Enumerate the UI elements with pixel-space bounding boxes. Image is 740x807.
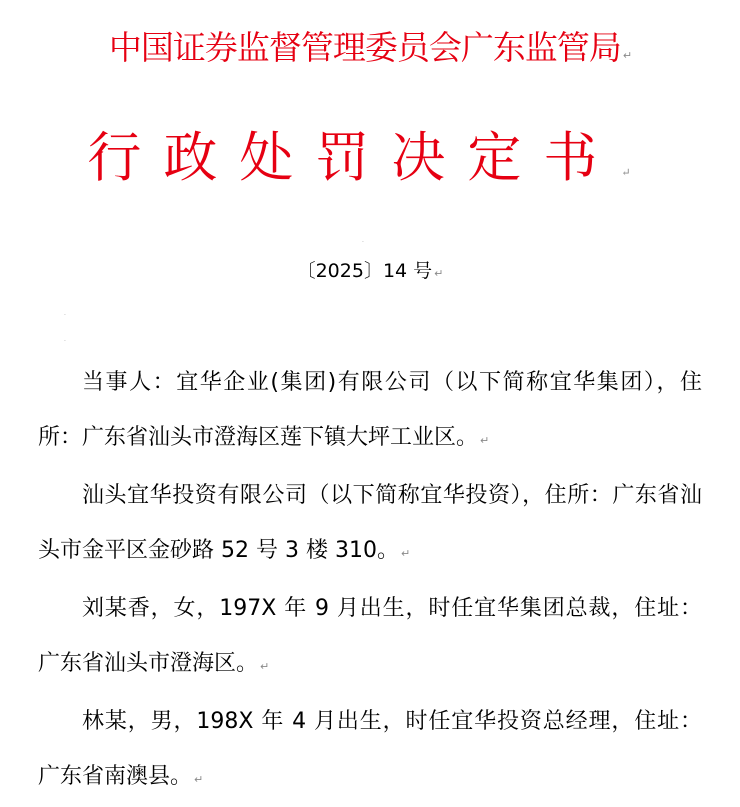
paragraph-mark-icon: · (362, 239, 364, 246)
paragraph-mark-icon: ↵ (480, 434, 490, 447)
paragraph-mark-icon: ↵ (622, 49, 632, 62)
document-number (0, 258, 740, 287)
paragraph-mark-icon: · (64, 338, 66, 345)
paragraph-mark-icon: ↵ (194, 773, 204, 786)
issuer-title-text: 中国证券监督管理委员会广东监管局 (108, 28, 621, 67)
document-title (0, 122, 740, 209)
paragraph-mark-icon: ↵ (621, 166, 653, 179)
document-number-text: 〔2025〕14 号 (296, 260, 433, 282)
paragraph-party-lin (38, 694, 702, 807)
paragraph-text: 林某，男，198X 年 4 月出生，时任宜华投资总经理，住址：广东省南澳县。 (38, 709, 702, 789)
paragraph-mark-icon: ↵ (260, 660, 270, 673)
paragraph-party-liu (38, 581, 702, 694)
document-body (38, 355, 702, 807)
paragraph-mark-icon: · (64, 312, 66, 319)
paragraph-party-company (38, 355, 702, 468)
document-title-text: 行政处罚决定书 (87, 126, 620, 189)
issuer-title (0, 26, 740, 78)
paragraph-text: 汕头宜华投资有限公司（以下简称宜华投资），住所：广东省汕头市金平区金砂路 52 号 3 楼 310。 (38, 483, 702, 563)
paragraph-text: 刘某香，女，197X 年 9 月出生，时任宜华集团总裁，住址：广东省汕头市澄海区。 (38, 596, 702, 676)
paragraph-mark-icon: ↵ (434, 267, 444, 280)
paragraph-mark-icon: ↵ (400, 547, 411, 560)
paragraph-party-investment (38, 468, 702, 581)
paragraph-text: 当事人：宜华企业(集团)有限公司（以下简称宜华集团），住所：广东省汕头市澄海区莲下镇大坪工业区。 (38, 370, 702, 450)
